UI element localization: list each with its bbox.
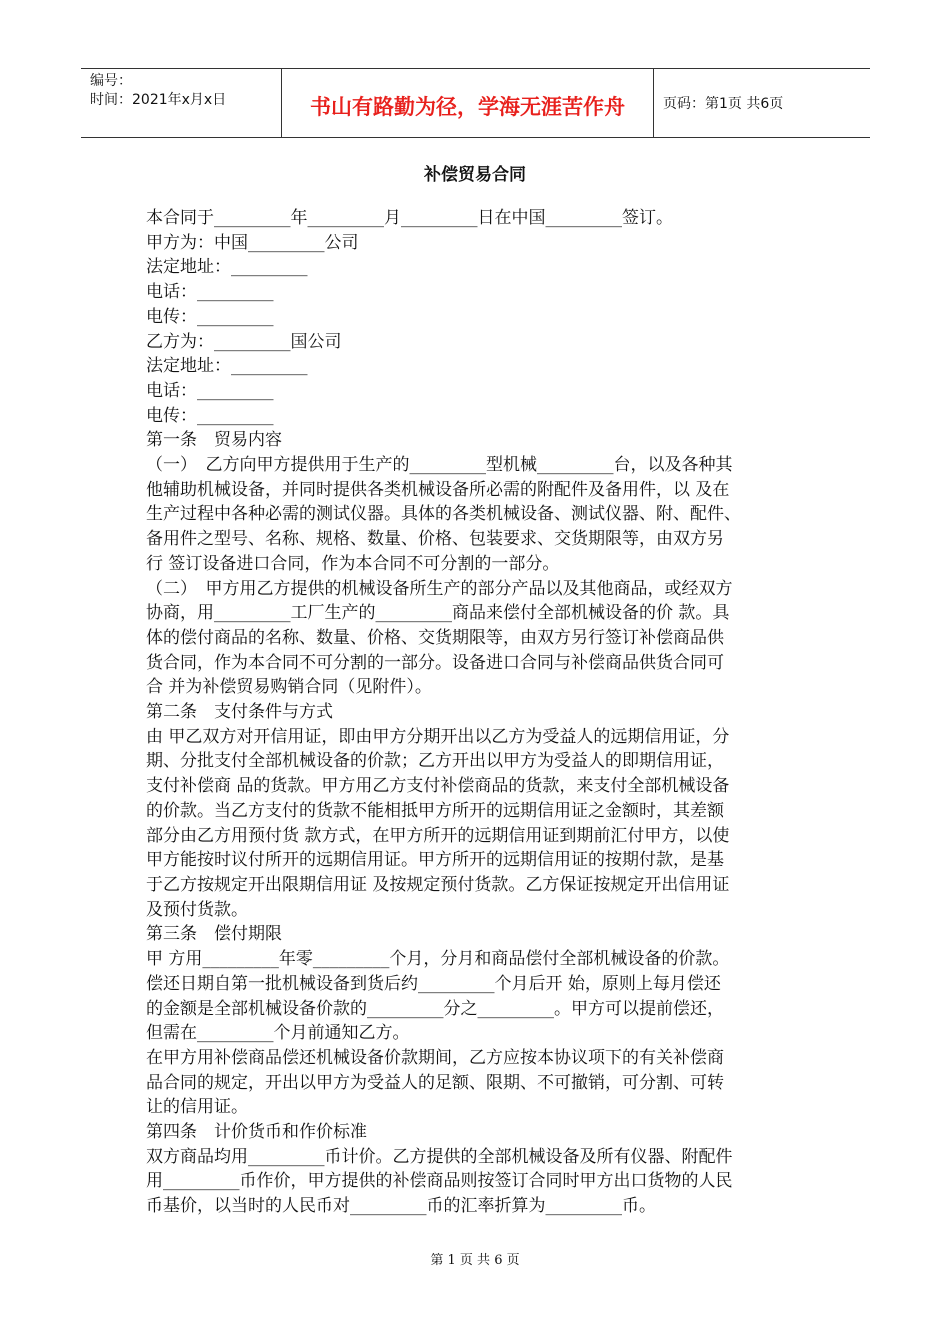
contract-line: 部分由乙方用预付货 款方式，在甲方所开的远期信用证到期前汇付甲方，以使 [146,825,730,846]
contract-line: 期、分批支付全部机械设备的价款；乙方开出以甲方为受益人的即期信用证， [146,751,724,772]
contract-line: （二） 甲方用乙方提供的机械设备所生产的部分产品以及其他商品，或经双方 [146,578,733,599]
contract-line: 第二条 支付条件与方式 [146,702,333,723]
page-footer: 第 1 页 共 6 页 [430,1253,520,1268]
contract-line: 体的偿付商品的名称、数量、价格、交货期限等，由双方另行签订补偿商品供 [146,627,724,648]
contract-line: 电话：_________ [146,282,274,303]
document-time-label: 时间：2021年x月x日 [90,92,227,108]
contract-line: 电传：_________ [146,306,274,327]
contract-line: 偿还日期自第一批机械设备到货后约_________个月后开 始，原则上每月偿还 [146,973,721,994]
contract-line: 及预付货款。 [146,899,248,920]
contract-line: 甲方能按时议付所开的远期信用证。甲方所开的远期信用证的按期付款，是基 [146,850,724,871]
contract-line: 币基价，以当时的人民币对_________币的汇率折算为_________币。 [146,1196,656,1217]
contract-line: 的价款。当乙方支付的货款不能相抵甲方所开的远期信用证之金额时，其差额 [146,800,724,821]
contract-line: 双方商品均用_________币计价。乙方提供的全部机械设备及所有仪器、附配件 [146,1146,733,1167]
contract-line: 乙方为：_________国公司 [146,331,342,352]
contract-line: 本合同于_________年_________月_________日在中国_________签订。 [146,208,673,228]
contract-line: 第四条 计价货币和作价标准 [146,1122,367,1143]
contract-line: 法定地址：_________ [146,257,308,278]
contract-body [146,206,816,1219]
header-table [81,68,870,138]
contract-line: 品合同的规定，开出以甲方为受益人的足额、限期、不可撤销，可分割、可转 [146,1072,724,1093]
contract-line: 法定地址：_________ [146,356,308,377]
contract-line: 合 并为补偿贸易购销合同（见附件）。 [146,677,432,698]
contract-line: 协商，用_________工厂生产的_________商品来偿付全部机械设备的价 款。具 [146,603,730,624]
contract-line: 货合同，作为本合同不可分割的一部分。设备进口合同与补偿商品供货合同可 [146,652,724,673]
contract-line: 由 甲乙双方对开信用证，即由甲方分期开出以乙方为受益人的远期信用证，分 [146,726,730,747]
contract-line: 电传：_________ [146,405,274,426]
contract-line: 用_________币作价，甲方提供的补偿商品则按签订合同时甲方出口货物的人民 [146,1171,733,1192]
document-number-label: 编号： [90,73,132,89]
contract-line: 在甲方用补偿商品偿还机械设备价款期间，乙方应按本协议项下的有关补偿商 [146,1047,724,1068]
contract-line: 支付补偿商 品的货款。甲方用乙方支付补偿商品的货款，来支付全部机械设备 [146,776,730,797]
header-page-label: 页码：第1页 共6页 [663,96,784,112]
contract-line: 甲 方用_________年零_________个月，分月和商品偿付全部机械设备的价款。 [146,949,730,970]
contract-line: 但需在_________个月前通知乙方。 [146,1023,410,1044]
contract-line: 生产过程中各种必需的测试仪器。具体的各类机械设备、测试仪器、附、配件、 [146,504,741,525]
contract-line: 第三条 偿付期限 [146,924,282,945]
header-left-cell [90,72,226,110]
document-title: 补偿贸易合同 [424,165,526,185]
contract-line: 他辅助机械设备，并同时提供各类机械设备所必需的附配件及备用件，以 及在 [146,479,730,500]
contract-line: 电话：_________ [146,380,274,401]
header-motto: 书山有路勤为径，学海无涯苦作舟 [310,95,625,119]
header-divider [653,69,654,137]
contract-line: 的金额是全部机械设备价款的_________分之_________。甲方可以提前偿还， [146,998,724,1019]
contract-line: 甲方为：中国_________公司 [146,232,359,253]
contract-line: 第一条 贸易内容 [146,430,282,451]
contract-line: 让的信用证。 [146,1097,248,1118]
contract-line: 备用件之型号、名称、规格、数量、价格、包装要求、交货期限等，由双方另 [146,529,724,550]
contract-line: （一） 乙方向甲方提供用于生产的_________型机械_________台，以及各种其 [146,455,733,476]
contract-line: 行 签订设备进口合同，作为本合同不可分割的一部分。 [146,553,560,574]
contract-line: 于乙方按规定开出限期信用证 及按规定预付货款。乙方保证按规定开出信用证 [146,874,730,895]
